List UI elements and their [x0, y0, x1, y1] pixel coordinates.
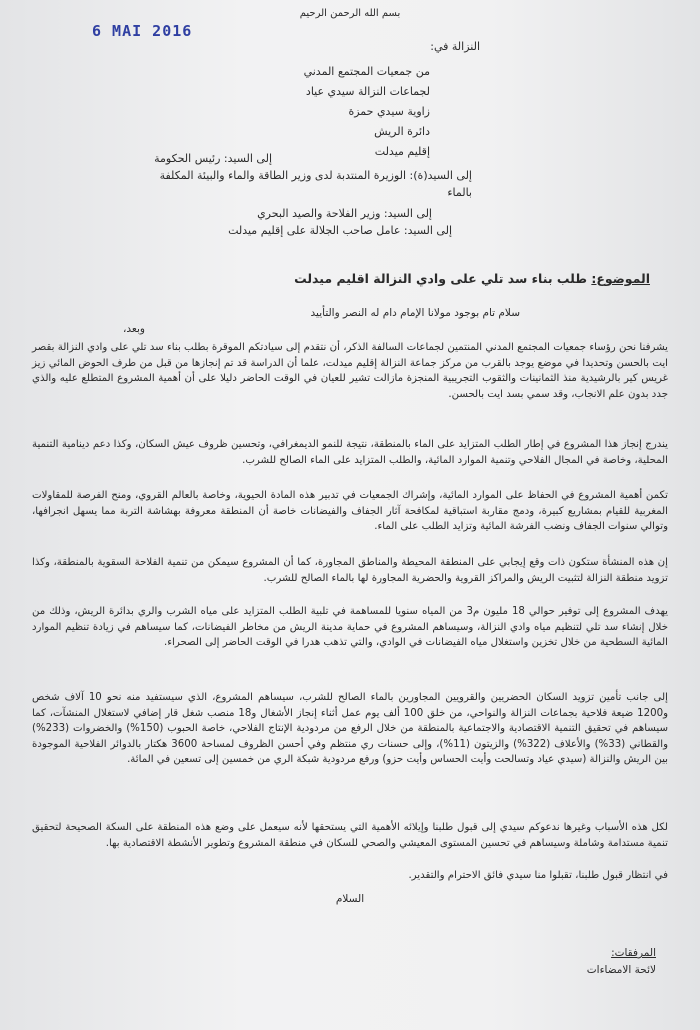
- date-stamp-text: 6 MAI 2016: [92, 22, 193, 40]
- recipient-line: إلى السيد: وزير الفلاحة والصيد البحري: [257, 207, 432, 220]
- body-paragraph: تكمن أهمية المشروع في الحفاظ على الموارد المائية، وإشراك الجمعيات في تدبير هذه المادة الحيوية، وخاصة بالعالم القروي، ومنح الفرصة للمقاولات المغربية للقيام بمشاريع كبيرة، ودمج مقاربة استباقية لمكافحة آثار الجفاف والفيضانات خاصة أن المنطقة معروفة بهشاشة التربة مما يسهل انجرافها، وتوالي سنوات الجفاف ونضب الفرشة المائية وتزايد الطلب على الماء.: [32, 490, 668, 533]
- attachments-block: [456, 945, 656, 979]
- recipient-line: إلى السيد(ة): الوزيرة المنتدبة لدى وزير الطاقة والماء والبيئة المكلفة: [159, 169, 472, 182]
- greeting: [100, 305, 520, 337]
- subject-label: الموضوع:: [591, 271, 650, 286]
- body-paragraph: في انتظار قبول طلبنا، تقبلوا منا سيدي فائق الاحترام والتقدير.: [408, 870, 668, 881]
- sender-line: من جمعيات المجتمع المدني: [303, 65, 430, 78]
- sender-block: [180, 62, 430, 162]
- recipient-line: إلى السيد: رئيس الحكومة: [154, 152, 272, 165]
- body-paragraph: لكل هذه الأسباب وغيرها ندعوكم سيدي إلى قبول طلبنا وإيلائه الأهمية التي يستحقها لأنه سيعمل على وضع هذه المنطقة على السكة الصحيحة لتحقيق تنمية مستدامة وشاملة وسيساهم في تحسين المستوى المعيشي والصحي للسكان في منطقة المشروع وتطوير الأنشطة الاقتصادية بها.: [32, 822, 668, 849]
- body-paragraph: يهدف المشروع إلى توفير حوالي 18 مليون م3 من المياه سنويا للمساهمة في تلبية الطلب المتزايد على مياه الشرب والري بدائرة الريش، وذلك من خلال إنشاء سد تلي لتنظيم مياه وادي النزالة، وسيساهم المشروع في حماية مدينة الريش من مخاطر الفيضانات، كما سيساهم في زيادة تنظيم الموارد المائية السطحية من خلال تخزين واستغلال مياه الفيضانات في الوادي، والتي تذهب هدرا في الوقت الحاضر إلى الصحراء.: [32, 606, 668, 649]
- recipient-line: بالماء: [447, 186, 472, 199]
- opening-word: وبعد،: [123, 323, 145, 335]
- recipient-line: إلى السيد: عامل صاحب الجلالة على إقليم ميدلت: [228, 224, 452, 237]
- subject-line: [30, 271, 650, 286]
- attachments-label: المرفقات:: [611, 947, 656, 959]
- body-paragraph: إن هذه المنشأة ستكون ذات وقع إيجابي على المنطقة المحيطة والمناطق المجاورة، كما أن المشروع سيمكن من تنمية الفلاحة السقوية بالمنطقة، وكذا تزويد منطقة النزالة لتثبيت الريش والمراكز القروية والحضرية المجاورة لها بالماء الصالح للشرب.: [32, 557, 668, 584]
- body-paragraph: يشرفنا نحن رؤساء جمعيات المجتمع المدني المنتمين لجماعات السالفة الذكر، أن نتقدم إلى سيادتكم الموقرة بطلب بناء سد تلي على وادي النزالة بقصر ايت بالحسن وتحديدا في موضع يوجد بالقرب من مركز جماعة النزالة إقليم ميدلت، علما أن الدراسة قد تم إنجازها من قبل من طرف الحوض المائي زيز غريس كير بالرشيدية منذ الثمانينات والثقوب التجريبية المنجزة مازالت تشير للعيان في الوقت الحاضر دليلا على أن أهمية المشروع المتطلع عليه والذي جدد بدون علم الانجاب، وقد سمي بسد ايت بالحسن.: [32, 342, 668, 400]
- sender-line: زاوية سيدي حمزة: [348, 105, 430, 118]
- closing: السلام: [335, 893, 365, 905]
- subject-text: طلب بناء سد تلي على وادي النزالة اقليم ميدلت: [294, 271, 587, 286]
- sender-line: دائرة الريش: [374, 125, 430, 138]
- date-stamp: [92, 22, 192, 40]
- salutation: سلام تام بوجود مولانا الإمام دام له النصر والتأييد: [310, 307, 520, 319]
- sender-line: إقليم ميدلت: [374, 145, 430, 158]
- recipients-block: [32, 150, 652, 239]
- place-date-line: النزالة في:: [430, 40, 480, 53]
- basmala: بسم الله الرحمن الرحيم: [299, 8, 401, 19]
- body-paragraph: إلى جانب تأمين تزويد السكان الحضريين والقرويين المجاورين بالماء الصالح للشرب، سيساهم المشروع، الذي سيستفيد منه نحو 10 آلاف شخص و1200 ضيعة فلاحية بجماعات النزالة والنواحي، من خلق 100 ألف يوم عمل أثناء إنجاز الأشغال و18 منصب شغل قار إضافي لاستغلال المنشآت، كما سيساهم في تحقيق التنمية الاقتصادية والاجتماعية بالمنطقة من خلال الرفع من مردودية الإنتاج الفلاحي، خاصة الحبوب (150%) والخضروات (233%) والقطاني (33%) والأعلاف (322%) والزيتون (11%)، وإلى حسنات ري منتظم وفي أحسن الظروف لمساحة 3600 هكتار بالدوائر الفلاحية الموجودة بين الريش والنزالة (سيدي عياد وتسالحت وأيت الحساس وأيت حزو) ورفع مردودية شبكة الري من خمسين إلى تسعين في المائة.: [32, 692, 669, 766]
- body-paragraph: يندرج إنجاز هذا المشروع في إطار الطلب المتزايد على الماء بالمنطقة، نتيجة للنمو الديمغرافي، وتحسين ظروف عيش السكان، وكذا دعم دينامية التنمية المحلية، وخاصة في المجال الفلاحي وتنمية الموارد المائية، والطلب المتزايد على الماء الصالح للشرب.: [32, 439, 668, 466]
- attachment-item: لائحة الامضاءات: [586, 964, 656, 976]
- sender-line: لجماعات النزالة سيدي عياد: [305, 85, 430, 98]
